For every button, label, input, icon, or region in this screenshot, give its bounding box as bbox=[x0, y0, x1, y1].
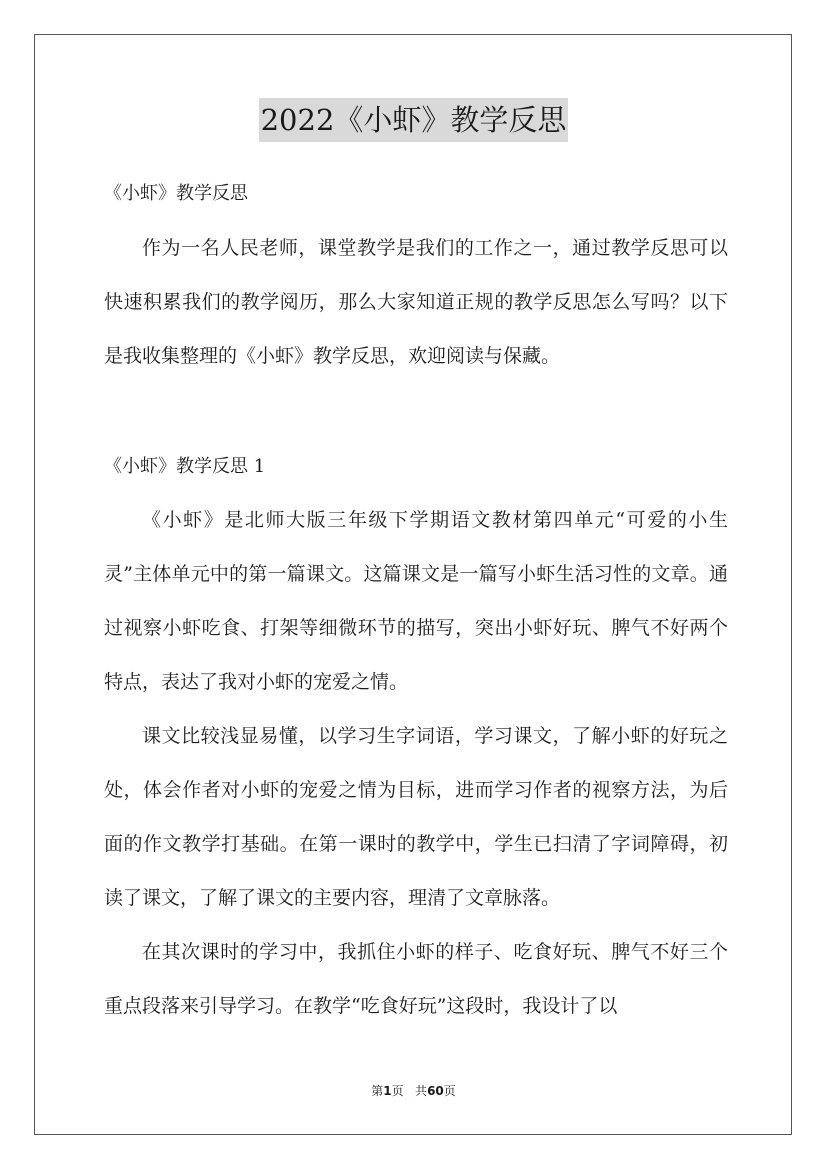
total-suffix: 页 bbox=[443, 1084, 456, 1098]
section-heading: 《小虾》教学反思 1 bbox=[104, 456, 266, 477]
body-paragraph-1: 《小虾》是北师大版三年级下学期语文教材第四单元“可爱的小生灵”主体单元中的第一篇课文。这篇课文是一篇写小虾生活习性的文章。通过视察小虾吃食、打架等细微环节的描写，突出小虾好玩、脾气不好两个特点，表达了我对小虾的宠爱之情。 bbox=[104, 509, 728, 693]
body-paragraph-3: 在其次课时的学习中，我抓住小虾的样子、吃食好玩、脾气不好三个重点段落来引导学习。在教学“吃食好玩”这段时，我设计了以 bbox=[104, 941, 728, 1017]
title-container bbox=[0, 98, 827, 142]
total-prefix: 共 bbox=[415, 1084, 428, 1098]
document-title: 2022《小虾》教学反思 bbox=[259, 98, 569, 142]
intro-paragraph: 作为一名人民老师，课堂教学是我们的工作之一，通过教学反思可以快速积累我们的教学阅历，那么大家知道正规的教学反思怎么写吗？以下是我收集整理的《小虾》教学反思，欢迎阅读与保藏。 bbox=[104, 237, 728, 367]
page-suffix: 页 bbox=[391, 1084, 404, 1098]
body-paragraph-2: 课文比较浅显易懂，以学习生字词语，学习课文，了解小虾的好玩之处，体会作者对小虾的宠爱之情为目标，进而学习作者的视察方法，为后面的作文教学打基础。在第一课时的教学中，学生已扫清了字词障碍，初读了课文，了解了课文的主要内容，理清了文章脉落。 bbox=[104, 725, 728, 909]
page-number: 1 bbox=[383, 1084, 392, 1098]
page-prefix: 第 bbox=[371, 1084, 384, 1098]
document-subtitle: 《小虾》教学反思 bbox=[104, 183, 248, 204]
total-pages: 60 bbox=[427, 1084, 444, 1098]
page-footer bbox=[0, 1083, 827, 1099]
